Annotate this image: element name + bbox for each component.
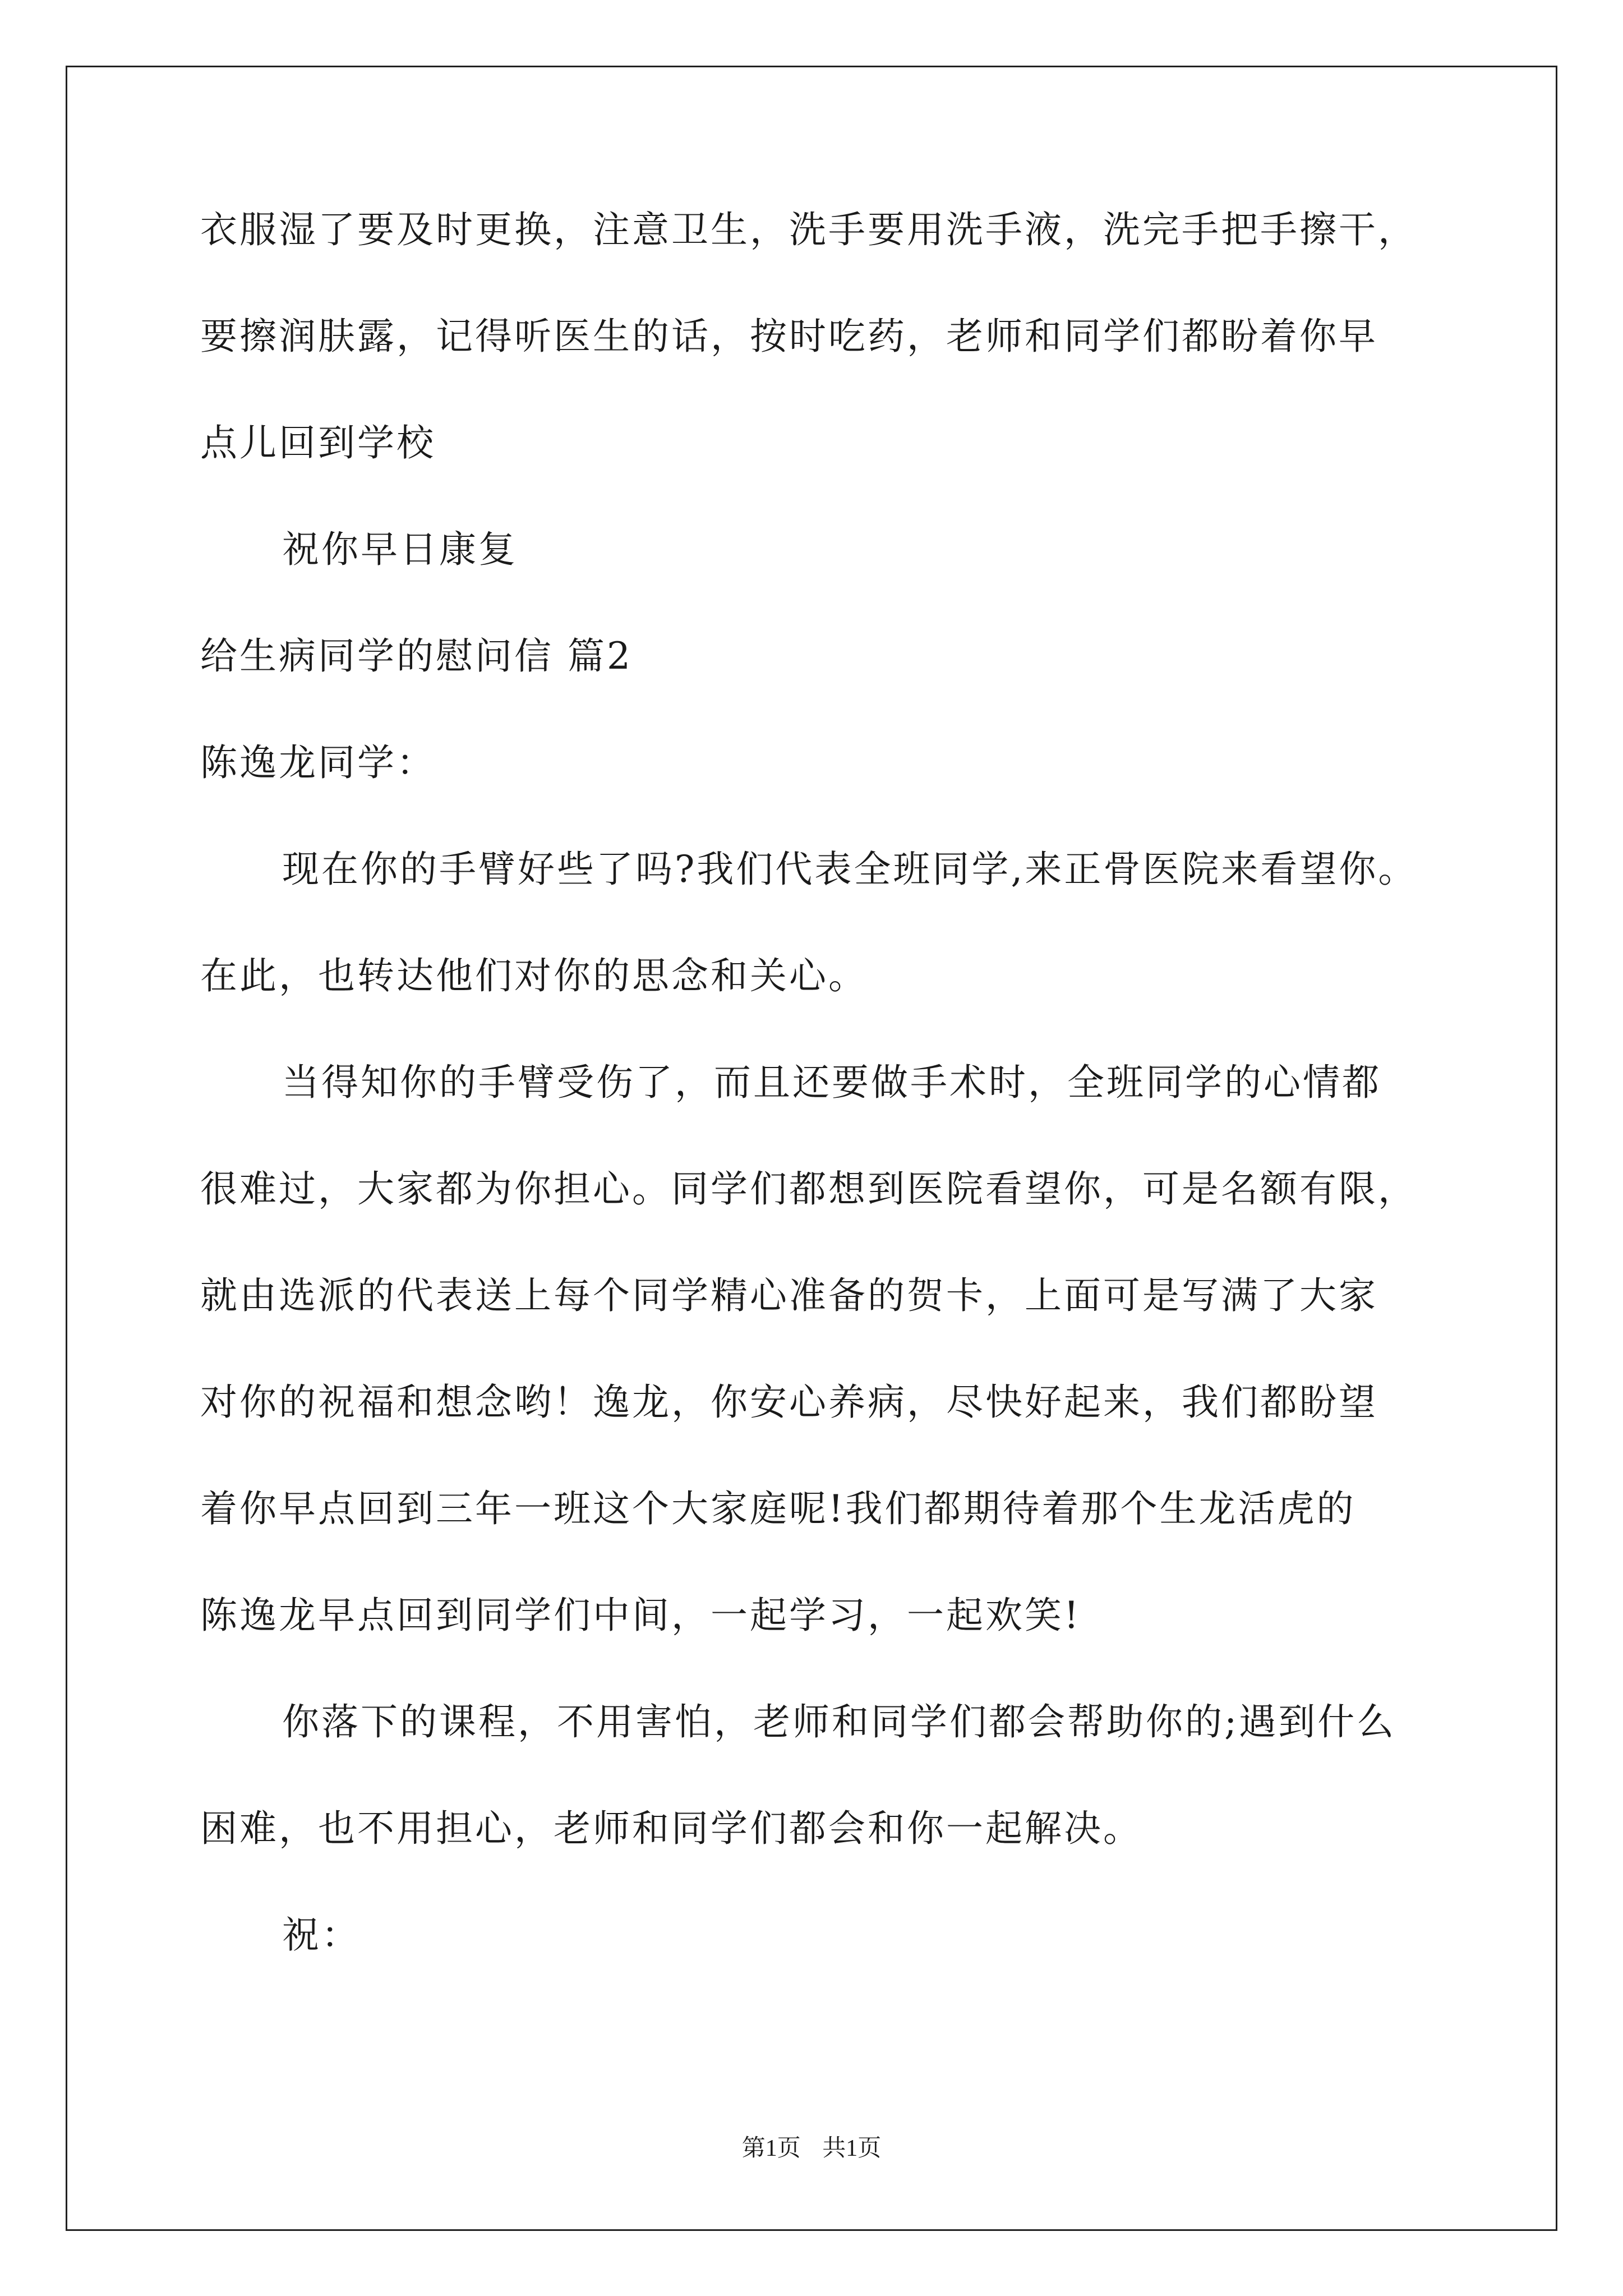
text-line: 陈逸龙早点回到同学们中间，一起学习，一起欢笑!	[200, 1594, 1081, 1637]
page-number-total: 共1页	[822, 2136, 882, 2161]
text-line: 困难，也不用担心，老师和同学们都会和你一起解决。	[200, 1807, 1142, 1850]
text-line: 要擦润肤露，记得听医生的话，按时吃药，老师和同学们都盼着你早	[200, 315, 1378, 358]
text-line: 在此，也转达他们对你的思念和关心。	[200, 954, 868, 997]
text-line: 点儿回到学校	[200, 421, 436, 464]
text-line: 你落下的课程，不用害怕，老师和同学们都会帮助你的;遇到什么	[282, 1700, 1396, 1743]
text-line: 很难过，大家都为你担心。同学们都想到医院看望你，可是名额有限，	[200, 1167, 1417, 1211]
section-heading: 给生病同学的慰问信 篇2	[200, 634, 633, 678]
text-line: 着你早点回到三年一班这个大家庭呢!我们都期待着那个生龙活虎的	[200, 1487, 1356, 1530]
text-line: 当得知你的手臂受伤了，而且还要做手术时，全班同学的心情都	[282, 1061, 1381, 1104]
text-line: 对你的祝福和想念哟！逸龙，你安心养病，尽快好起来，我们都盼望	[200, 1381, 1378, 1424]
closing-wish: 祝：	[282, 1913, 361, 1957]
page-footer	[0, 2134, 1623, 2162]
closing-wish: 祝你早日康复	[282, 528, 518, 571]
text-line: 衣服湿了要及时更换，注意卫生，洗手要用洗手液，洗完手把手擦干，	[200, 208, 1417, 251]
page-number-current: 第1页	[741, 2136, 801, 2161]
salutation: 陈逸龙同学：	[200, 741, 436, 784]
page-border	[66, 66, 1557, 2231]
text-line: 就由选派的代表送上每个同学精心准备的贺卡，上面可是写满了大家	[200, 1274, 1378, 1317]
text-line: 现在你的手臂好些了吗?我们代表全班同学,来正骨医院来看望你。	[282, 848, 1418, 891]
